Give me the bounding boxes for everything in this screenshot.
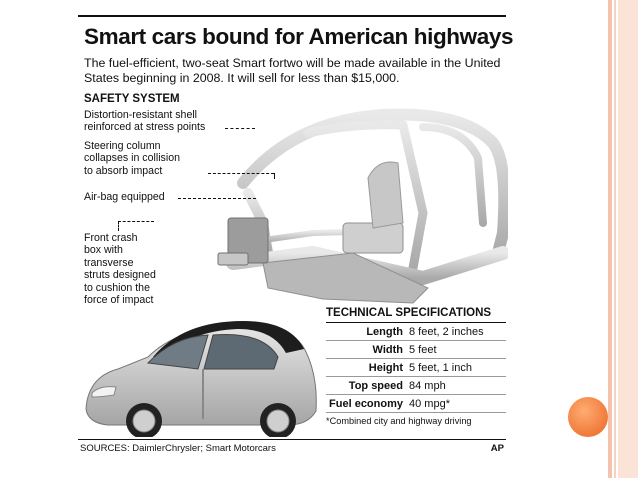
spec-label: Width	[372, 343, 403, 356]
leader-line	[118, 221, 119, 231]
smart-car-photo	[78, 307, 328, 437]
spec-value: 5 feet, 1 inch	[409, 361, 472, 374]
specs-title: TECHNICAL SPECIFICATIONS	[326, 307, 492, 319]
callout-crash-box: Front crash box with transverse struts designed to cushion the force of impact	[84, 232, 156, 307]
spec-label: Top speed	[348, 379, 403, 392]
seat-silhouette	[368, 162, 403, 228]
spec-value: 84 mph	[409, 379, 446, 392]
subtitle: The fuel-efficient, two-seat Smart fortwo will be made available in the United States beginning in 2008. It will sell for less than $15,000.	[84, 56, 501, 85]
top-rule	[78, 15, 506, 17]
callout-shell: Distortion-resistant shell reinforced at stress points	[84, 109, 206, 134]
leader-line	[178, 198, 256, 199]
spec-value: 8 feet, 2 inches	[409, 325, 484, 338]
spec-row-width	[326, 341, 506, 359]
car-door-line	[202, 369, 204, 419]
spec-value: 40 mpg*	[409, 397, 450, 410]
headline: Smart cars bound for American highways	[84, 24, 514, 49]
orange-circle-decoration	[568, 397, 608, 437]
spec-row-fuel-economy	[326, 395, 506, 413]
leader-line	[274, 173, 275, 179]
decorative-stripe	[614, 0, 616, 478]
spec-label: Length	[366, 325, 403, 338]
callout-steering: Steering column collapses in collision to absorb impact	[84, 140, 180, 177]
car-frame-illustration	[173, 103, 508, 308]
infographic	[78, 15, 514, 455]
spec-row-length	[326, 323, 506, 341]
decorative-stripe	[608, 0, 612, 478]
technical-specifications	[326, 307, 506, 426]
leader-line	[225, 128, 255, 129]
spec-value: 5 feet	[409, 343, 437, 356]
bottom-rule	[78, 439, 506, 440]
spec-label: Height	[368, 361, 403, 374]
leader-line	[118, 221, 154, 222]
spec-row-height	[326, 359, 506, 377]
sources-line: SOURCES: DaimlerChrysler; Smart Motorcars	[80, 443, 276, 454]
spec-label: Fuel economy	[329, 397, 403, 410]
spec-row-top-speed	[326, 377, 506, 395]
spec-footnote: *Combined city and highway driving	[326, 416, 472, 426]
credit-line: AP	[490, 443, 504, 454]
front-crash-box	[218, 218, 268, 265]
callout-airbag: Air-bag equipped	[84, 191, 165, 203]
safety-system-title: SAFETY SYSTEM	[84, 93, 180, 105]
decorative-stripe	[618, 0, 638, 478]
leader-line	[208, 173, 274, 174]
